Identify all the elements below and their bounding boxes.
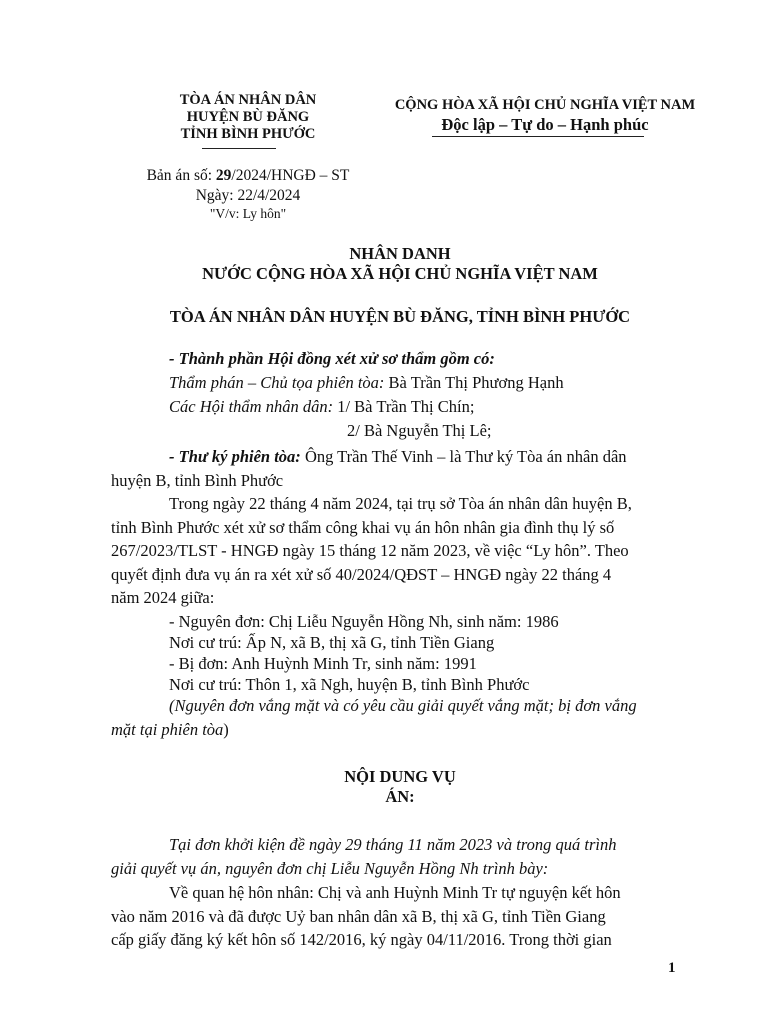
content-heading-line2: ÁN: — [385, 787, 415, 806]
assessor-2: 2/ Bà Nguyễn Thị Lê; — [347, 421, 492, 440]
clerk-paragraph — [111, 445, 678, 492]
plaintiff-residence: Nơi cư trú: Ấp N, xã B, thị xã G, tỉnh Tiền Giang — [169, 633, 495, 652]
intro-line4: quyết định đưa vụ án ra xét xử số 40/2024/QĐST – HNGĐ ngày 22 tháng 4 — [111, 564, 612, 584]
defendant-residence: Nơi cư trú: Thôn 1, xã Ngh, huyện B, tỉnh Bình Phước — [169, 675, 530, 694]
title-line1: NHÂN DANH — [349, 244, 451, 263]
court-title: TÒA ÁN NHÂN DÂN HUYỆN BÙ ĐĂNG, TỈNH BÌNH PHƯỚC — [169, 307, 631, 326]
marriage-line2: vào năm 2016 và đã được Uỷ ban nhân dân xã B, thị xã G, tỉnh Tiền Giang — [111, 906, 606, 926]
assessors-line — [169, 397, 474, 417]
claim-line2: giải quyết vụ án, nguyên đơn chị Liễu Nguyễn Hồng Nh trình bày: — [111, 858, 549, 878]
national-motto: Độc lập – Tự do – Hạnh phúc — [441, 115, 649, 134]
case-number — [130, 166, 366, 186]
intro-line2: tỉnh Bình Phước xét xử sơ thẩm công khai vụ án hôn nhân gia đình thụ lý số — [111, 517, 615, 537]
case-info — [130, 166, 366, 222]
marriage-line3: cấp giấy đăng ký kết hôn số 142/2016, ký ngày 04/11/2016. Trong thời gian — [111, 930, 612, 949]
title-line2: NƯỚC CỘNG HÒA XÃ HỘI CHỦ NGHĨA VIỆT NAM — [202, 264, 598, 283]
assessor-1: 1/ Bà Trần Thị Chín; — [333, 397, 475, 416]
plaintiff-line: - Nguyên đơn: Chị Liễu Nguyễn Hồng Nh, sinh năm: 1986 — [169, 612, 559, 631]
marriage-line1: Về quan hệ hôn nhân: Chị và anh Huỳnh Minh Tr tự nguyện kết hôn — [169, 883, 621, 902]
clerk-line1: Ông Trần Thế Vinh – là Thư ký Tòa án nhân dân — [300, 447, 627, 466]
intro-line5: năm 2024 giữa: — [111, 588, 215, 607]
court-name-block — [148, 92, 348, 143]
court-name-line2: HUYỆN BÙ ĐĂNG — [186, 109, 310, 125]
marriage-paragraph — [111, 881, 678, 952]
national-title: CỘNG HÒA XÃ HỘI CHỦ NGHĨA VIỆT NAM — [394, 97, 696, 113]
page-number: 1 — [668, 960, 676, 976]
court-name-line3: TỈNH BÌNH PHƯỚC — [180, 126, 316, 142]
case-number-suffix: /2024/HNGĐ – ST — [231, 167, 350, 184]
case-subject: "V/v: Ly hôn" — [209, 206, 287, 221]
court-name-underline — [202, 148, 276, 149]
claim-line1: Tại đơn khởi kiện đề ngày 29 tháng 11 năm 2023 và trong quá trình — [169, 835, 617, 854]
clerk-label: - Thư ký phiên tòa: — [169, 447, 301, 466]
absence-note — [111, 694, 678, 741]
motto-underline — [432, 136, 644, 137]
absence-line1: (Nguyên đơn vắng mặt và có yêu cầu giải quyết vắng mặt; bị đơn vắng — [169, 696, 637, 715]
clerk-line2: huyện B, tỉnh Bình Phước — [111, 470, 284, 490]
case-number-bold: 29 — [215, 167, 232, 184]
claim-paragraph — [111, 833, 678, 880]
judge-label: Thẩm phán – Chủ tọa phiên tòa: — [169, 373, 385, 392]
assessors-label: Các Hội thẩm nhân dân: — [169, 397, 334, 416]
intro-line1: Trong ngày 22 tháng 4 năm 2024, tại trụ sở Tòa án nhân dân huyện B, — [169, 494, 632, 513]
content-heading-line1: NỘI DUNG VỤ — [344, 767, 456, 786]
intro-line3: 267/2023/TLST - HNGĐ ngày 15 tháng 12 năm 2023, về việc “Ly hôn”. Theo — [111, 541, 629, 560]
absence-line2: mặt tại phiên tòa — [111, 719, 224, 739]
judge-line — [169, 373, 564, 393]
defendant-line: - Bị đơn: Anh Huỳnh Minh Tr, sinh năm: 1991 — [169, 654, 477, 673]
absence-close: ) — [223, 719, 229, 739]
case-date: Ngày: 22/4/2024 — [195, 187, 301, 204]
court-name-line1: TÒA ÁN NHÂN DÂN — [179, 92, 317, 108]
intro-paragraph — [111, 492, 678, 610]
panel-heading: - Thành phần Hội đồng xét xử sơ thẩm gồm có: — [169, 349, 495, 368]
judge-name: Bà Trần Thị Phương Hạnh — [384, 373, 564, 392]
case-number-prefix: Bản án số: — [146, 167, 216, 184]
